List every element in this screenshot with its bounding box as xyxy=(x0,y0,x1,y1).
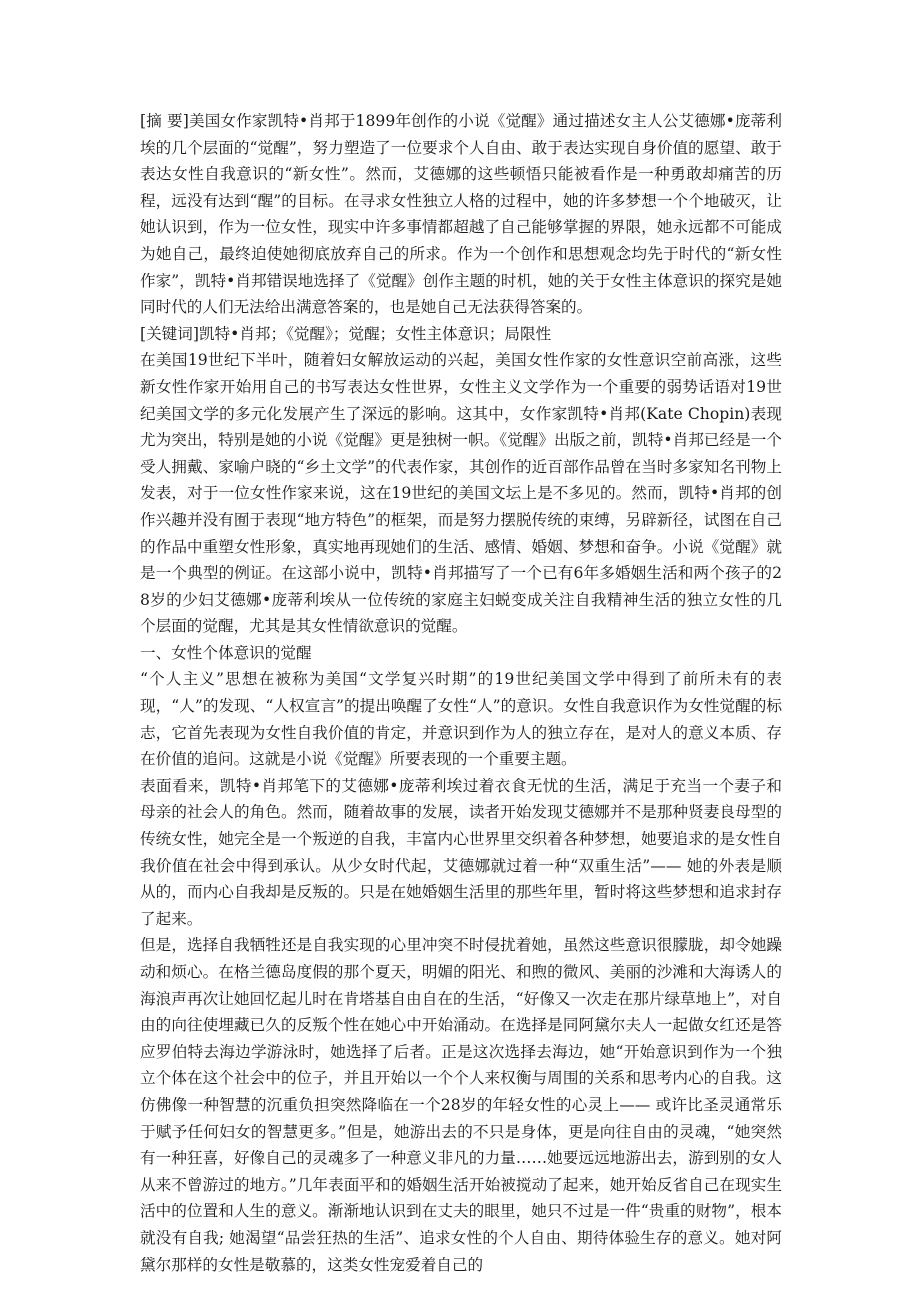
body-paragraph: 表面看来，凯特•肖邦笔下的艾德娜•庞蒂利埃过着衣食无忧的生活，满足于充当一个妻子和母亲的社会人的角色。然而，随着故事的发展，读者开始发现艾德娜并不是那种贤妻良母型的传统女性，她完全是一个叛逆的自我，丰富内心世界里交织着各种梦想，她要追求的是女性自我价值在社会中得到承认。从少女时代起，艾德娜就过着一种“双重生活”—— 她的外表是顺从的，而内心自我却是反叛的。只是在她婚姻生活里的那些年里，暂时将这些梦想和追求封存了起来。 xyxy=(140,776,782,928)
intro-paragraph: 在美国19世纪下半叶，随着妇女解放运动的兴起，美国女性作家的女性意识空前高涨，这些新女性作家开始用自己的书写表达女性世界，女性主义文学作为一个重要的弱势话语对19世纪美国文学的多元化发展产生了深远的影响。这其中，女作家凯特•肖邦(Kate Chopin)表现尤为突出，特别是她的小说《觉醒》更是独树一帜。《觉醒》出版之前，凯特•肖邦已经是一个受人拥戴、家喻户晓的“乡土文学”的代表作家，其创作的近百部作品曾在当时多家知名刊物上发表，对于一位女性作家来说，这在19世纪的美国文坛上是不多见的。然而，凯特•肖邦的创作兴趣并没有囿于表现“地方特色”的框架，而是努力摆脱传统的束缚，另辟新径，试图在自己的作品中重塑女性形象，真实地再现她们的生活、感情、婚姻、梦想和奋争。小说《觉醒》就是一个典型的例证。在这部小说中，凯特•肖邦描写了一个已有6年多婚姻生活和两个孩子的28岁的少妇艾德娜•庞蒂利埃从一位传统的家庭主妇蜕变成关注自我精神生活的独立女性的几个层面的觉醒，尤其是其女性情欲意识的觉醒。 xyxy=(140,351,782,636)
body-paragraph: 但是，选择自我牺牲还是自我实现的心里冲突不时侵扰着她，虽然这些意识很朦胧，却令她躁动和烦心。在格兰德岛度假的那个夏天，明媚的阳光、和煦的微风、美丽的沙滩和大海诱人的海浪声再次让她回忆起儿时在肯塔基自由自在的生活，“好像又一次走在那片绿草地上”，对自由的向往使埋藏已久的反叛个性在她心中开始涌动。在选择是同阿黛尔夫人一起做女红还是答应罗伯特去海边学游泳时，她选择了后者。正是这次选择去海边，她“开始意识到作为一个独立个体在这个社会中的位子，并且开始以一个个人来权衡与周围的关系和思考内心的自我。这仿佛像一种智慧的沉重负担突然降临在一个28岁的年轻女性的心灵上—— 或许比圣灵通常乐于赋予任何妇女的智慧更多。”但是，她游出去的不只是身体，更是向往自由的灵魂，“她突然有一种狂喜，好像自己的灵魂多了一种意义非凡的力量……她要远远地游出去，游到别的女人从来不曾游过的地方。”几年表面平和的婚姻生活开始被搅动了起来，她开始反省自己在现实生活中的位置和人生的意义。渐渐地认识到在丈夫的眼里，她只不过是一件“贵重的财物”，根本就没有自我; 她渴望“品尝狂热的生活”、追求女性的个人自由、期待体验生存的意义。她对阿黛尔那样的女性是敬慕的，这类女性宠爱着自己的 xyxy=(140,936,782,1274)
body-paragraph: “个人主义”思想在被称为美国“文学复兴时期”的19世纪美国文学中得到了前所未有的表现，“人”的发现、“人权宣言”的提出唤醒了女性“人”的意识。女性自我意识作为女性觉醒的标志，它首先表现为女性自我价值的肯定，并意识到作为人的独立存在，是对人的意义本质、存在价值的追问。这就是小说《觉醒》所要表现的一个重要主题。 xyxy=(140,670,782,769)
document-page xyxy=(140,108,782,1278)
keywords-line: [关键词]凯特•肖邦；《觉醒》；觉醒；女性主体意识；局限性 xyxy=(140,324,552,343)
abstract-paragraph: [摘 要]美国女作家凯特•肖邦于1899年创作的小说《觉醒》通过描述女主人公艾德娜•庞蒂利埃的几个层面的“觉醒”，努力塑造了一位要求个人自由、敢于表达实现自身价值的愿望、敢于表达女性自我意识的“新女性”。然而，艾德娜的这些顿悟只能被看作是一种勇敢却痛苦的历程，远没有达到“醒”的目标。在寻求女性独立人格的过程中，她的许多梦想一个个地破灭，让她认识到，作为一位女性，现实中许多事情都超越了自己能够掌握的界限，她永远都不可能成为她自己，最终迫使她彻底放弃自己的所求。作为一个创作和思想观念均先于时代的“新女性作家”，凯特•肖邦错误地选择了《觉醒》创作主题的时机，她的关于女性主体意识的探究是她同时代的人们无法给出满意答案的，也是她自己无法获得答案的。 xyxy=(140,112,782,317)
section-heading: 一、女性个体意识的觉醒 xyxy=(140,643,312,662)
